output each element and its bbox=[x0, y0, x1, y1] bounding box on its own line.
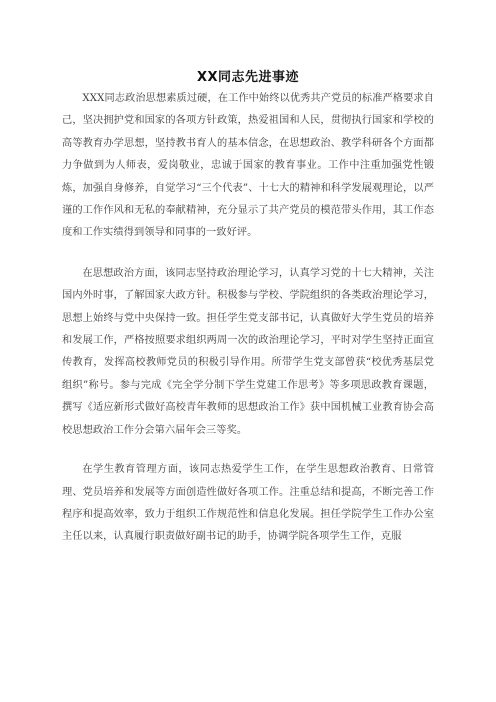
paragraph-political-thought: 在思想政治方面，该同志坚持政治理论学习，认真学习党的十七大精神，关注国内外时事，了解国家大政方针。积极参与学校、学院组织的各类政治理论学习，思想上始终与党中央保持一致。担任学生党支部书记，认真做好大学生党员的培养和发展工作，严格按照要求组织两周一次的政治理论学习，平时对学生坚持正面宣传教育，发挥高校教师党员的积极引导作用。所带学生党支部曾获“校优秀基层党组织”称号。参与完成《完全学分制下学生党建工作思考》等多项思政教育课题，撰写《适应新形式做好高校青年教师的思想政治工作》获中国机械工业教育协会高校思想政治工作分会第六届年会三等奖。 bbox=[62, 267, 434, 436]
document-title: XX同志先进事迹 bbox=[196, 70, 300, 85]
document-body bbox=[62, 88, 434, 549]
paragraph-student-management: 在学生教育管理方面，该同志热爱学生工作，在学生思想政治教育、日常管理、党员培养和发展等方面创造性做好各项工作。注重总结和提高，不断完善工作程序和提高效率，致力于组织工作规范性和信息化发展。担任学院学生工作办公室主任以来，认真履行职责做好副书记的助手，协调学院各项学生工作，克服 bbox=[62, 464, 434, 543]
paragraph-personal-qualities: XXX同志政治思想素质过硬，在工作中始终以优秀共产党员的标准严格要求自己，坚决拥护党和国家的各项方针政策，热爱祖国和人民，贯彻执行国家和学校的高等教育办学思想，坚持教书育人的基本信念，在思想政治、教学科研各个方面都力争做到为人师表，爱岗敬业，忠诚于国家的教育事业。工作中注重加强党性锻炼，加强自身修养，自觉学习“三个代表”、十七大的精神和科学发展观理论，以严谨的工作作风和无私的奉献精神，充分显示了共产党员的模范带头作用，其工作态度和工作实绩得到领导和同事的一致好评。 bbox=[62, 93, 434, 239]
